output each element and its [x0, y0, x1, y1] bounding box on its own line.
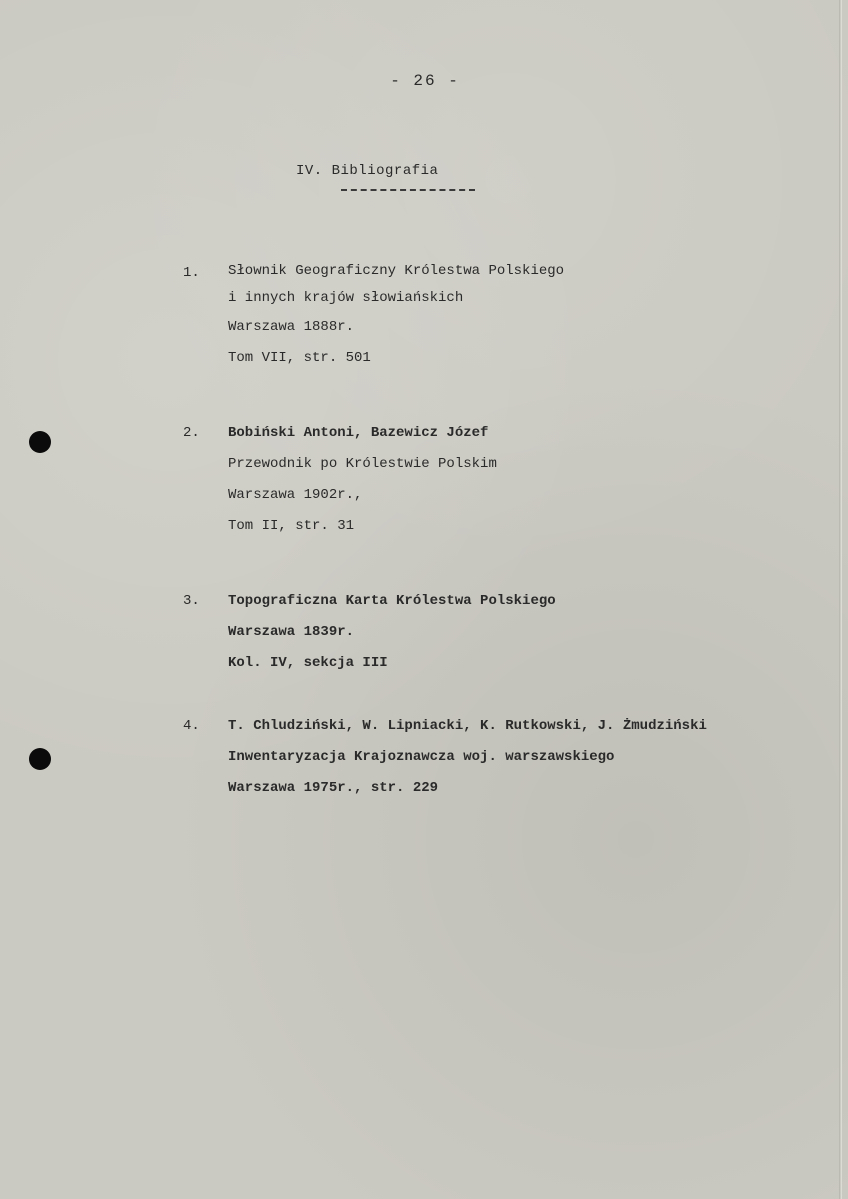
- bibliography-entry: [183, 258, 564, 374]
- entry-line: Warszawa 1975r., str. 229: [228, 780, 439, 796]
- bibliography-entry: [183, 586, 556, 679]
- entry-line: Tom VII, str. 501: [228, 350, 371, 366]
- entry-number: 4.: [183, 718, 200, 734]
- entry-number: 1.: [183, 265, 200, 281]
- punch-hole: [29, 748, 51, 770]
- entry-line: Warszawa 1902r.,: [228, 487, 363, 503]
- entry-line: Warszawa 1839r.: [228, 624, 355, 640]
- bibliography-entry: [183, 418, 497, 542]
- entry-text: [228, 418, 497, 542]
- entry-line: Słownik Geograficzny Królestwa Polskiego: [228, 263, 565, 279]
- entry-number: 2.: [183, 425, 200, 441]
- entry-line: Kol. IV, sekcja III: [228, 655, 388, 671]
- page-number: - 26 -: [390, 72, 460, 90]
- entry-text: [228, 258, 564, 374]
- entry-text: [228, 586, 556, 679]
- entry-line: Warszawa 1888r.: [228, 319, 355, 335]
- section-title: IV. Bibliografia: [296, 163, 439, 179]
- title-underline: [341, 189, 475, 191]
- entry-text: [228, 711, 707, 804]
- entry-line: T. Chludziński, W. Lipniacki, K. Rutkowski, J. Żmudziński: [228, 718, 707, 734]
- entry-line: Tom II, str. 31: [228, 518, 355, 534]
- bibliography-entry: [183, 711, 707, 804]
- entry-line: i innych krajów słowiańskich: [228, 290, 464, 306]
- paper-edge: [839, 0, 842, 1199]
- entry-line: Inwentaryzacja Krajoznawcza woj. warszawskiego: [228, 749, 615, 765]
- entry-line: Przewodnik po Królestwie Polskim: [228, 456, 497, 472]
- punch-hole: [29, 431, 51, 453]
- entry-number: 3.: [183, 593, 200, 609]
- entry-line: Topograficzna Karta Królestwa Polskiego: [228, 593, 556, 609]
- entry-line: Bobiński Antoni, Bazewicz Józef: [228, 425, 489, 441]
